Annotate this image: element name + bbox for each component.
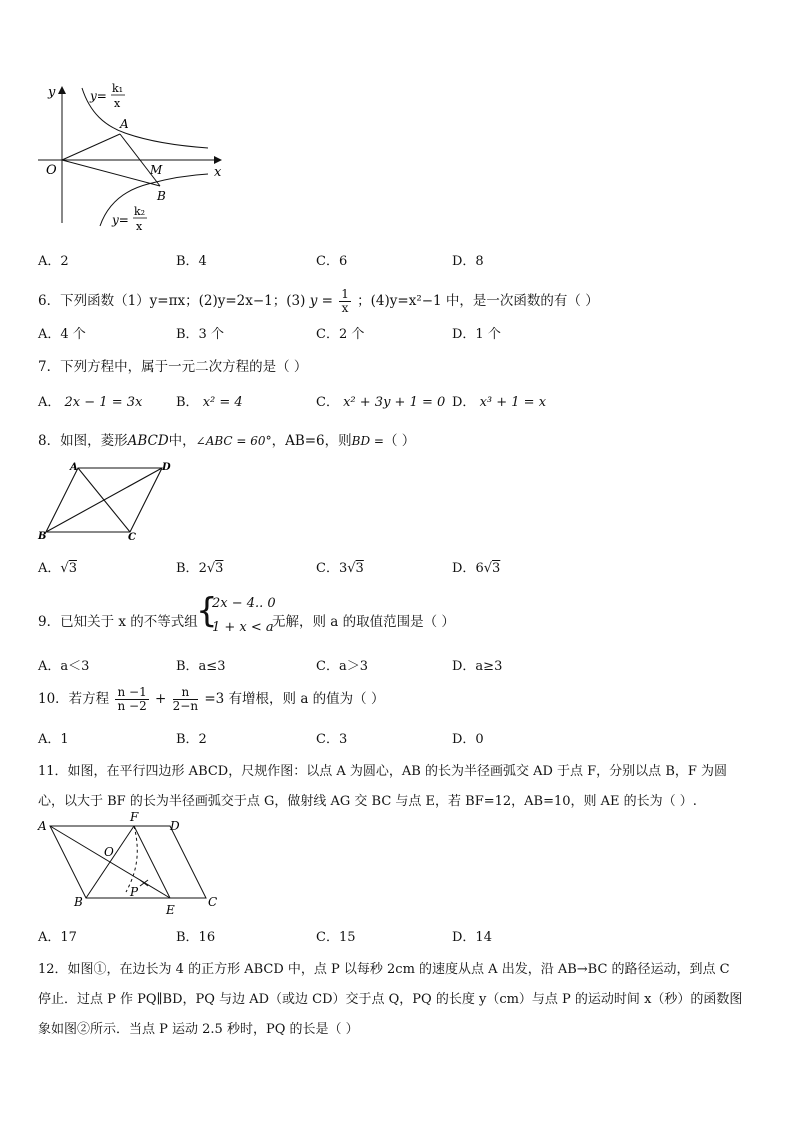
rhombus-label-d: D	[162, 462, 171, 473]
para-label-o: O	[104, 845, 114, 859]
q8-text-d: （ ）	[383, 433, 416, 449]
q8-c-label: C．	[316, 561, 339, 576]
q8-a-rad: 3	[68, 561, 77, 576]
q8-b-rad: 3	[215, 561, 224, 576]
q10-option-a[interactable]: A．1	[38, 732, 69, 747]
q6-stem	[38, 288, 599, 315]
q7-b-label: B．	[176, 395, 199, 410]
q8-option-d[interactable]	[452, 557, 500, 576]
q6-option-b[interactable]: B．3 个	[176, 327, 224, 342]
q9-option-b[interactable]: B．a≤3	[176, 659, 226, 674]
q9-text-a: 9．已知关于 x 的不等式组	[38, 614, 198, 630]
q6-option-a[interactable]: A．4 个	[38, 327, 86, 342]
sqrt-icon: √	[60, 561, 69, 576]
q8-a-label: A．	[38, 561, 61, 576]
q6-option-c[interactable]: C．2 个	[316, 327, 365, 342]
q7-a-expr: 2x − 1 = 3x	[64, 395, 143, 410]
q9-option-a[interactable]: A．a＜3	[38, 659, 90, 674]
q6-frac-den: x	[341, 301, 349, 315]
para-label-b: B	[74, 895, 83, 909]
q10-f1-num: n −1	[117, 685, 147, 699]
q7-stem: 7．下列方程中，属于一元二次方程的是（ ）	[38, 359, 308, 375]
q9-line2: 1 + x < a	[212, 620, 274, 635]
hyperbola-figure	[30, 78, 230, 238]
sqrt-icon: √	[206, 561, 216, 576]
para-label-c: C	[208, 895, 218, 909]
q10-f2-den: 2−n	[172, 699, 199, 713]
q10-plus: +	[155, 691, 167, 707]
q12-line3: 象如图②所示．当点 P 运动 2.5 秒时，PQ 的长是（ ）	[38, 1022, 359, 1037]
q5-option-a[interactable]: A．2	[38, 254, 69, 269]
y-axis-label: y	[48, 85, 56, 100]
rhombus-figure	[34, 460, 174, 542]
q10-option-d[interactable]: D．0	[452, 732, 484, 747]
q6-frac-num: 1	[341, 287, 349, 301]
q11-line1: 11．如图，在平行四边形 ABCD，尺规作图：以点 A 为圆心，AB 的长为半径画弧交 AD 于点 F，分别以点 B，F 为圆	[38, 764, 728, 779]
rhombus-label-a: A	[70, 462, 78, 473]
q5-option-b[interactable]: B．4	[176, 254, 207, 269]
curve1-den: x	[114, 97, 121, 110]
q11-option-b[interactable]: B．16	[176, 930, 216, 945]
q11-option-a[interactable]: A．17	[38, 930, 77, 945]
q8-c-coef: 3	[338, 561, 348, 576]
q10-fraction-1	[115, 686, 148, 713]
rhombus-label-c: C	[128, 532, 136, 542]
q12-line1: 12．如图①，在边长为 4 的正方形 ABCD 中，点 P 以每秒 2cm 的速度从点 A 出发，沿 AB→BC 的路径运动，到点 C	[38, 962, 730, 977]
parallelogram-figure	[34, 810, 224, 920]
x-axis-label: x	[214, 165, 222, 180]
q9-text-b: 无解，则 a 的取值范围是（ ）	[272, 614, 455, 630]
curve2-den: x	[136, 220, 143, 233]
curve1-lhs: y=	[90, 89, 107, 103]
q8-text-a: 8．如图，菱形	[38, 433, 128, 449]
q7-d-expr: x³ + 1 = x	[479, 395, 547, 410]
q7-a-label: A．	[38, 395, 61, 410]
brace-icon: {	[196, 591, 218, 631]
q6-option-d[interactable]: D．1 个	[452, 327, 501, 342]
q8-c-rad: 3	[355, 561, 364, 576]
origin-label: O	[46, 163, 57, 178]
para-label-d: D	[170, 819, 180, 833]
curve2-num: k₂	[134, 205, 146, 218]
point-m-label: M	[150, 163, 163, 177]
q7-option-c[interactable]	[316, 391, 445, 410]
q10-f2-num: n	[173, 686, 198, 700]
q8-option-c[interactable]	[316, 557, 364, 576]
curve1-num: k₁	[112, 82, 124, 95]
q11-option-c[interactable]: C．15	[316, 930, 356, 945]
q10-f1-den: n −2	[117, 699, 147, 713]
q7-option-d[interactable]	[452, 391, 546, 410]
q7-option-b[interactable]	[176, 391, 243, 410]
q11-line2: 心，以大于 BF 的长为半径画弧交于点 G，做射线 AG 交 BC 与点 E，若 BF=12，AB=10，则 AE 的长为（ ）.	[38, 794, 697, 809]
q10-option-c[interactable]: C．3	[316, 732, 348, 747]
q7-b-expr: x² = 4	[202, 395, 243, 410]
q8-text-c: ，AB=6，则	[271, 433, 352, 449]
q8-stem	[38, 429, 415, 449]
q7-d-label: D．	[452, 395, 476, 410]
q5-option-d[interactable]: D．8	[452, 254, 484, 269]
point-b-label: B	[157, 189, 166, 203]
q6-text-b: y =	[309, 293, 333, 309]
q6-text-a: 6．下列函数（1）y=πx；(2)y=2x−1；(3)	[38, 293, 306, 309]
q9-option-d[interactable]: D．a≥3	[452, 659, 503, 674]
q8-option-b[interactable]	[176, 557, 223, 576]
q7-c-expr: x² + 3y + 1 = 0	[343, 395, 446, 410]
q9-option-c[interactable]: C．a＞3	[316, 659, 368, 674]
q9-line1: 2x − 4.. 0	[212, 596, 276, 611]
q11-option-d[interactable]: D．14	[452, 930, 492, 945]
para-label-e: E	[166, 903, 175, 917]
q8-b-label: B．	[176, 561, 199, 576]
para-label-p: P	[130, 885, 139, 899]
q10-fraction-2	[173, 686, 198, 713]
q8-b-coef: 2	[198, 561, 207, 576]
q8-abcd: ABCD	[127, 433, 169, 449]
sqrt-icon: √	[347, 561, 356, 576]
q7-c-label: C．	[316, 395, 339, 410]
q6-text-c: ；(4)y=x²−1 中，是一次函数的有（ ）	[357, 293, 599, 309]
q5-option-c[interactable]: C．6	[316, 254, 348, 269]
q12-line2: 停止．过点 P 作 PQ∥BD，PQ 与边 AD（或边 CD）交于点 Q，PQ 的长度 y（cm）与点 P 的运动时间 x（秒）的函数图	[38, 992, 743, 1007]
q10-text-a: 10．若方程	[38, 691, 110, 707]
q8-text-b: 中，	[168, 433, 196, 449]
q8-d-label: D．	[452, 561, 476, 576]
curve2-lhs: y=	[112, 213, 129, 227]
para-label-f: F	[130, 810, 139, 824]
q8-bd: BD =	[351, 434, 384, 448]
q8-d-coef: 6	[475, 561, 484, 576]
q7-option-a[interactable]	[38, 391, 142, 410]
q10-stem	[38, 686, 384, 713]
point-a-label: A	[120, 117, 129, 131]
q6-fraction	[339, 288, 351, 315]
q8-d-rad: 3	[492, 561, 501, 576]
q8-option-a[interactable]	[38, 557, 77, 576]
para-label-a: A	[38, 819, 47, 833]
sqrt-icon: √	[483, 561, 493, 576]
q10-text-b: =3 有增根，则 a 的值为（ ）	[204, 691, 385, 707]
q8-angle: ∠ABC = 60°	[195, 434, 272, 448]
q10-option-b[interactable]: B．2	[176, 732, 207, 747]
rhombus-label-b: B	[38, 531, 47, 542]
